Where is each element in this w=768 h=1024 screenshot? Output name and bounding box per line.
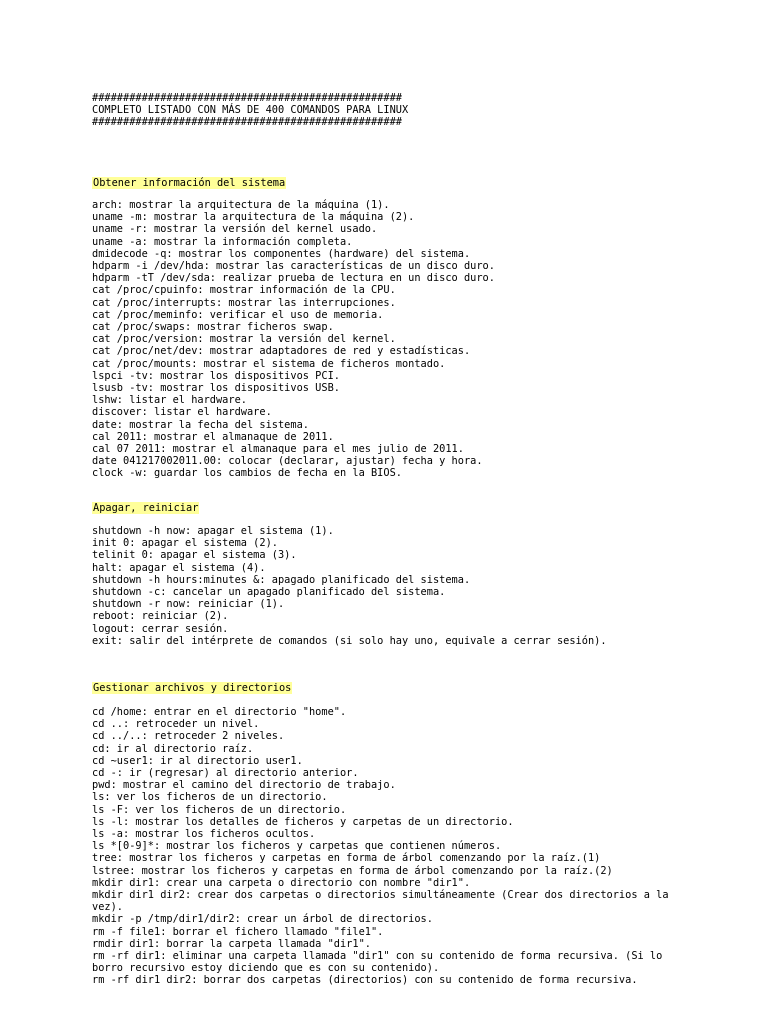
command-line: rmdir dir1: borrar la carpeta llamada "dir1". xyxy=(92,937,371,950)
command-line: logout: cerrar sesión. xyxy=(92,622,229,635)
section-heading-files xyxy=(92,682,682,694)
command-line: cat /proc/interrupts: mostrar las interrupciones. xyxy=(92,296,396,309)
command-line: uname -m: mostrar la arquitectura de la máquina (2). xyxy=(92,211,415,224)
command-line: pwd: mostrar el camino del directorio de trabajo. xyxy=(92,779,396,792)
section-body-system-info xyxy=(92,199,682,480)
header-rule-top: ################################################## xyxy=(92,92,402,104)
command-line: hdparm -tT /dev/sda: realizar prueba de lectura en un disco duro. xyxy=(92,272,495,285)
command-line: cat /proc/cpuinfo: mostrar información de la CPU. xyxy=(92,284,396,297)
command-line: discover: listar el hardware. xyxy=(92,406,272,419)
command-line: arch: mostrar la arquitectura de la máquina (1). xyxy=(92,199,390,211)
command-line: shutdown -r now: reiniciar (1). xyxy=(92,598,285,611)
section-heading-text: Gestionar archivos y directorios xyxy=(93,682,292,694)
command-line: ls -l: mostrar los detalles de ficheros y carpetas de un directorio. xyxy=(92,815,514,828)
command-line: uname -a: mostrar la información completa. xyxy=(92,235,353,248)
command-line: ls: ver los ficheros de un directorio. xyxy=(92,791,328,804)
command-line: clock -w: guardar los cambios de fecha en la BIOS. xyxy=(92,467,402,480)
command-line: lshw: listar el hardware. xyxy=(92,394,247,407)
section-heading-system-info xyxy=(92,177,682,189)
command-line: shutdown -h hours:minutes &: apagado planificado del sistema. xyxy=(92,573,471,586)
section-body-files xyxy=(92,706,682,987)
command-line: exit: salir del intérprete de comandos (si solo hay uno, equivale a cerrar sesión). xyxy=(92,634,607,647)
command-line: lsusb -tv: mostrar los dispositivos USB. xyxy=(92,382,340,395)
section-heading-shutdown xyxy=(92,502,682,514)
command-line: telinit 0: apagar el sistema (3). xyxy=(92,549,297,562)
command-line: date 041217002011.00: colocar (declarar, ajustar) fecha y hora. xyxy=(92,455,483,468)
header-rule-bottom: ################################################## xyxy=(92,116,402,129)
section-heading-text: Apagar, reiniciar xyxy=(93,502,199,514)
command-line: mkdir dir1: crear una carpeta o directorio con nombre "dir1". xyxy=(92,876,471,889)
command-line: cd: ir al directorio raíz. xyxy=(92,742,254,755)
command-line: rm -rf dir1: eliminar una carpeta llamada "dir1" con su contenido de forma recursiva. (Si lo borro recursivo estoy diciendo que es con su contenido). xyxy=(92,950,669,975)
command-line: cd -: ir (regresar) al directorio anterior. xyxy=(92,767,359,780)
command-line: ls -a: mostrar los ficheros ocultos. xyxy=(92,828,316,841)
command-line: cat /proc/mounts: mostrar el sistema de ficheros montado. xyxy=(92,357,446,370)
command-line: rm -rf dir1 dir2: borrar dos carpetas (directorios) con su contenido de forma recursiva. xyxy=(92,974,638,987)
document-title: COMPLETO LISTADO CON MÁS DE 400 COMANDOS PARA LINUX xyxy=(92,104,409,117)
command-line: cal 2011: mostrar el almanaque de 2011. xyxy=(92,430,334,443)
command-line: cal 07 2011: mostrar el almanaque para el mes julio de 2011. xyxy=(92,443,464,456)
section-heading-text: Obtener información del sistema xyxy=(93,177,286,189)
command-line: rm -f file1: borrar el fichero llamado "file1". xyxy=(92,925,384,938)
section-body-shutdown xyxy=(92,525,682,647)
command-line: mkdir -p /tmp/dir1/dir2: crear un árbol de directorios. xyxy=(92,913,433,926)
command-line: cd ~user1: ir al directorio user1. xyxy=(92,754,303,767)
command-line: cd ../..: retroceder 2 niveles. xyxy=(92,730,285,743)
document-header xyxy=(92,92,682,129)
command-line: cat /proc/meminfo: verificar el uso de memoria. xyxy=(92,308,384,321)
command-line: cat /proc/swaps: mostrar ficheros swap. xyxy=(92,321,334,334)
command-line: tree: mostrar los ficheros y carpetas en forma de árbol comenzando por la raíz.(1) xyxy=(92,852,601,865)
command-line: cd ..: retroceder un nivel. xyxy=(92,718,260,731)
command-line: shutdown -c: cancelar un apagado planificado del sistema. xyxy=(92,586,446,599)
command-line: cat /proc/net/dev: mostrar adaptadores de red y estadísticas. xyxy=(92,345,471,358)
command-line: init 0: apagar el sistema (2). xyxy=(92,537,278,550)
command-line: date: mostrar la fecha del sistema. xyxy=(92,418,309,431)
command-line: mkdir dir1 dir2: crear dos carpetas o directorios simultáneamente (Crear dos directorios a la vez). xyxy=(92,889,675,914)
command-line: cd /home: entrar en el directorio "home". xyxy=(92,706,347,718)
command-line: cat /proc/version: mostrar la versión del kernel. xyxy=(92,333,396,346)
command-line: hdparm -i /dev/hda: mostrar las características de un disco duro. xyxy=(92,260,495,273)
command-line: halt: apagar el sistema (4). xyxy=(92,561,266,574)
command-line: reboot: reiniciar (2). xyxy=(92,610,229,623)
command-line: ls *[0-9]*: mostrar los ficheros y carpetas que contienen números. xyxy=(92,840,502,853)
command-line: ls -F: ver los ficheros de un directorio. xyxy=(92,803,347,816)
command-line: dmidecode -q: mostrar los componentes (hardware) del sistema. xyxy=(92,247,471,260)
command-line: lstree: mostrar los ficheros y carpetas en forma de árbol comenzando por la raíz.(2) xyxy=(92,864,613,877)
command-line: lspci -tv: mostrar los dispositivos PCI. xyxy=(92,369,340,382)
command-line: shutdown -h now: apagar el sistema (1). xyxy=(92,525,334,537)
command-line: uname -r: mostrar la versión del kernel usado. xyxy=(92,223,378,236)
